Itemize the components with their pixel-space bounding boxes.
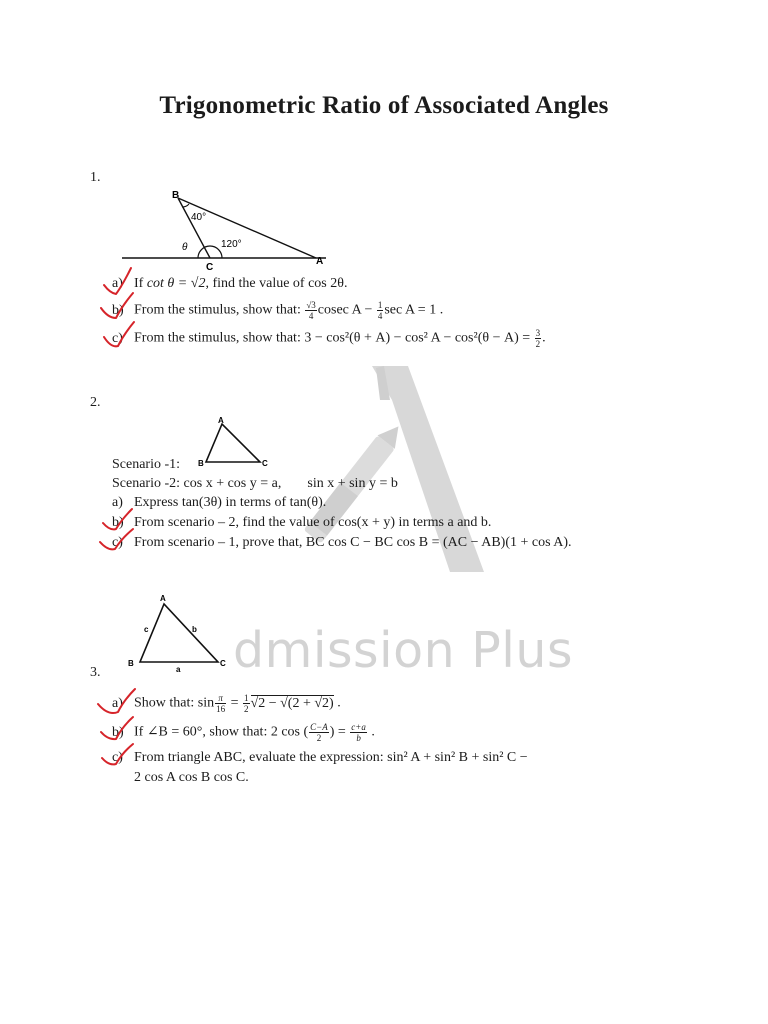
- q3-side-c: c: [144, 625, 149, 634]
- q3-vertex-b: B: [128, 659, 134, 668]
- check-mark-icon: [104, 322, 134, 346]
- q3-part-b: b) If ∠B = 60°, show that: 2 cos ( $\frac{C-A}{2}$ ) = $\frac{c+a}{b}$ .: [112, 722, 375, 743]
- q2-vertex-c: C: [262, 459, 268, 468]
- check-mark-icon: [103, 509, 132, 529]
- check-mark-icon: [100, 529, 133, 549]
- q2-scenario-1: Scenario -1:: [112, 457, 181, 472]
- q1-vertex-a: A: [316, 256, 324, 267]
- page-title: Trigonometric Ratio of Associated Angles: [159, 92, 609, 119]
- q2-part-c: c) From scenario – 1, prove that, BC cos C − BC cos B = (AC − AB)(1 + cos A).: [112, 535, 572, 550]
- q1-part-c: c) From the stimulus, show that: 3 − cos²(θ + A) − cos² A − cos²(θ − A) = $\frac{3}{2}$ .: [112, 328, 546, 349]
- q2-vertex-a: A: [218, 416, 224, 425]
- watermark-text: dmission Plus: [233, 622, 573, 679]
- q1-part-b: b) From the stimulus, show that: $\frac{√3}{4}$ cosec A − $\frac{1}{4}$ sec A = 1 .: [112, 300, 444, 321]
- q3-side-a: a: [176, 665, 181, 672]
- q2-part-b: b) From scenario – 2, find the value of cos(x + y) in terms a and b.: [112, 515, 492, 530]
- q3-part-c-continued: 2 cos A cos B cos C.: [134, 770, 249, 785]
- check-mark-icon: [104, 268, 131, 294]
- q2-scenario-2: Scenario -2: cos x + cos y = a, sin x + sin y = b: [112, 476, 398, 491]
- q1-angle-40: 40°: [191, 212, 207, 223]
- check-mark-icon: [102, 744, 133, 764]
- q2-vertex-b: B: [198, 459, 204, 468]
- check-mark-icon: [101, 293, 133, 318]
- q1-vertex-b: B: [172, 190, 180, 201]
- q2-part-a: a) Express tan(3θ) in terms of tan(θ).: [112, 495, 327, 510]
- q3-vertex-c: C: [220, 659, 226, 668]
- question-1-number: 1.: [90, 170, 101, 185]
- q3-part-c: c) From triangle ABC, evaluate the expression: sin² A + sin² B + sin² C −: [112, 750, 528, 765]
- q1-angle-120: 120°: [221, 239, 242, 250]
- q3-vertex-a: A: [160, 594, 166, 603]
- q1-part-a: a) If cot θ = √2, find the value of cos 2θ.: [112, 276, 348, 291]
- q1-vertex-c: C: [206, 262, 214, 273]
- check-mark-icon: [98, 689, 135, 713]
- q1-angle-theta: θ: [182, 242, 188, 253]
- q3-side-b: b: [192, 625, 197, 634]
- q3-part-a: a) Show that: sin $\frac{\pi}{16}$ = $\frac{1}{2}$ √2 − √(2 + √2) .: [112, 693, 341, 714]
- question-3-number: 3.: [90, 665, 101, 680]
- check-mark-icon: [101, 717, 133, 739]
- question-2-number: 2.: [90, 395, 101, 410]
